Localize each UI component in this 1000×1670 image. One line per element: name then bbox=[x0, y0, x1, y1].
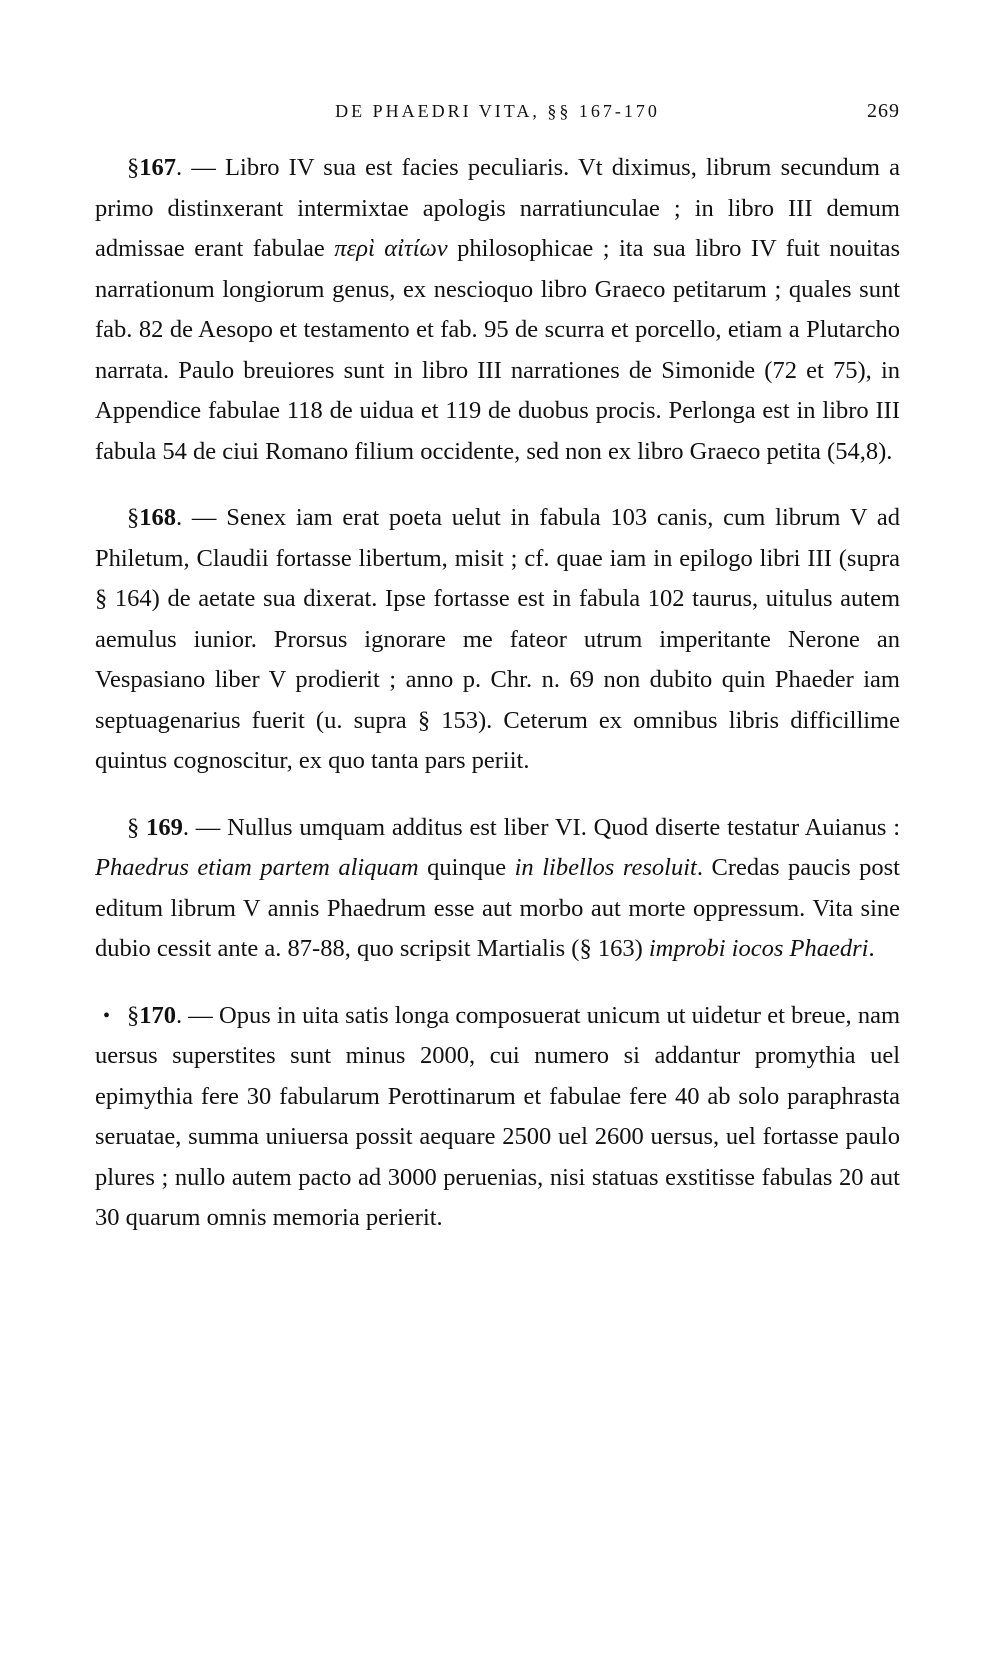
paragraph-text: Nullus umquam additus est liber VI. Quod diserte testatur Auianus : bbox=[227, 813, 901, 841]
page-number: 269 bbox=[867, 100, 900, 122]
paragraph-text: philosophicae ; ita sua libro IV fuit nouitas narrationum longiorum genus, ex nescioquo libro Graeco petitarum ; quales sunt fab. 82 de Aesopo et testamento et fab. 95 de scurra et porcello, etiam a Plutarcho narrata. Paulo breuiores sunt in libro III narrationes de Simonide (72 et 75), in Appendice fabulae 118 de uidua et 119 de duobus procis. Perlonga est in libro III fabula 54 de ciui Romano filium occidente, sed non ex libro Graeco petita (54,8). bbox=[95, 235, 900, 465]
paragraph-text: . bbox=[868, 935, 875, 962]
running-title: DE PHAEDRI VITA, §§ 167-170 bbox=[335, 101, 660, 121]
paragraph-text: Libro IV sua est facies peculiaris. Vt diximus, librum secundum a primo distinxerant intermixtae apologis narratiunculae ; in libro III demum admissae erant fabulae bbox=[95, 154, 900, 262]
section-dash: . — bbox=[176, 1001, 219, 1029]
paragraph-text: quinque bbox=[418, 854, 515, 881]
margin-marker: • bbox=[103, 1004, 111, 1027]
italic-quote: improbi iocos Phaedri bbox=[648, 935, 869, 962]
paragraph-167 bbox=[95, 148, 900, 472]
section-dash: . — bbox=[182, 813, 228, 841]
paragraph-168 bbox=[95, 498, 900, 782]
paragraph-text: Senex iam erat poeta uelut in fabula 103 canis, cum librum V ad Philetum, Claudii fortasse libertum, misit ; cf. quae iam in epilogo libri III (supra § 164) de aetate sua dixerat. Ipse fortasse est in fabula 102 taurus, uitulus autem aemulus iunior. Prorsus ignorare me fateor utrum imperitante Nerone an Vespasiano liber V prodierit ; anno p. Chr. n. 69 non dubito quin Phaeder iam septuagenarius fuerit (u. supra § 153). Ceterum ex omnibus libris difficillime quintus cognoscitur, ex quo tanta pars periit. bbox=[95, 504, 900, 774]
section-sign: § bbox=[127, 813, 140, 841]
paragraph-169 bbox=[95, 808, 900, 970]
paragraph-text: Opus in uita satis longa composuerat unicum ut uidetur et breue, nam uersus superstites sunt minus 2000, cui numero si addantur promythia uel epimythia fere 30 fabularum Perottinarum et fabulae fere 40 ab solo paraphrasta seruatae, summa uniuersa possit aequare 2500 uel 2600 uersus, uel fortasse paulo plures ; nullo autem pacto ad 3000 peruenias, nisi statuas exstitisse fabulas 20 aut 30 quarum omnis memoria perierit. bbox=[95, 1001, 901, 1231]
paragraph-170 bbox=[95, 996, 900, 1239]
section-sign: § bbox=[127, 154, 140, 181]
section-number: 169 bbox=[146, 813, 183, 841]
page-body bbox=[95, 148, 900, 1265]
section-sign: § bbox=[127, 1001, 140, 1029]
section-number: 167 bbox=[139, 154, 176, 181]
italic-quote: Phaedrus etiam partem aliquam bbox=[95, 854, 419, 881]
running-head bbox=[95, 96, 900, 126]
section-sign: § bbox=[127, 504, 140, 531]
greek-phrase: περὶ αἰτίων bbox=[334, 235, 448, 262]
section-number: 170 bbox=[139, 1001, 176, 1029]
section-number: 168 bbox=[139, 504, 176, 531]
section-dash: . — bbox=[176, 154, 226, 181]
paragraph-text: . Credas paucis post editum librum V annis Phaedrum esse aut morbo aut morte oppressum. Vita sine dubio cessit ante a. 87-88, quo scripsit Martialis (§ 163) bbox=[95, 854, 900, 962]
italic-quote: in libellos resoluit bbox=[514, 854, 697, 881]
section-dash: . — bbox=[176, 504, 227, 531]
